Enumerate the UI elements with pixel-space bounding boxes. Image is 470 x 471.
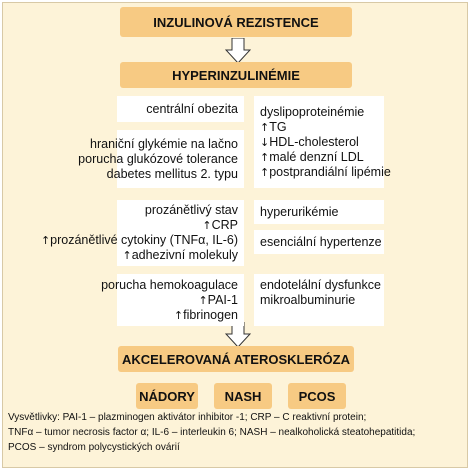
up-arrow-icon: ↑ [40, 234, 51, 247]
tumors-box [136, 383, 198, 409]
hyperinsulinemia-box [120, 62, 352, 88]
up-arrow-icon: ↑ [173, 308, 184, 322]
atherosclerosis-label: AKCELEROVANÁ ATEROSKLERÓZA [122, 351, 350, 367]
endothelial-line-1: endotelální dysfunkce [260, 278, 381, 292]
dyslipo-line-1: dyslipoproteinémie [260, 104, 365, 119]
coagulation-line-3: ↑fibrinogen [173, 307, 238, 322]
glycemia-box [78, 130, 244, 188]
obesity-text: centrální obezita [146, 101, 238, 116]
legend-line-1: Vysvětlivky: PAI-1 – plazminogen aktivátor inhibitor -1; CRP – C reaktivní protein; [8, 412, 367, 423]
endothelial-box [254, 274, 384, 326]
dyslipo-line-3: ↓HDL-cholesterol [260, 134, 359, 149]
coagulation-box [101, 274, 244, 326]
up-arrow-icon: ↑ [202, 219, 212, 232]
nash-label: NASH [224, 388, 262, 404]
inflammation-line-4: ↑adhezivní molekuly [122, 248, 238, 262]
down-arrow-1 [225, 38, 251, 64]
hyperuricemia-text: hyperurikémie [260, 204, 339, 219]
glycemia-line-3: dabetes mellitus 2. typu [106, 166, 238, 181]
dyslipo-line-5: ↑postprandiální lipémie [260, 164, 391, 179]
down-arrow-icon: ↓ [260, 135, 270, 149]
nash-box [214, 383, 272, 409]
inflammation-line-3: ↑prozánětlivé cytokiny (TNFα, IL-6) [40, 233, 238, 247]
dyslipo-line-2: ↑TG [260, 119, 287, 134]
hyperinsulinemia-label: HYPERINZULINÉMIE [172, 67, 300, 83]
up-arrow-icon: ↑ [260, 165, 270, 179]
legend [8, 410, 460, 455]
obesity-box [117, 96, 244, 122]
dyslipoproteinemia-box [254, 96, 391, 188]
insulin-resistance-label: INZULINOVÁ REZISTENCE [153, 14, 319, 30]
inflammation-box [40, 200, 244, 266]
inflammation-line-2: ↑CRP [202, 218, 238, 232]
coagulation-line-1: porucha hemokoagulace [101, 277, 238, 292]
hyperuricemia-box [254, 200, 384, 224]
up-arrow-icon: ↑ [260, 120, 270, 134]
dyslipo-line-4: ↑malé denzní LDL [260, 149, 364, 164]
glycemia-line-2: porucha glukózové tolerance [78, 151, 238, 166]
pcos-label: PCOS [298, 388, 336, 404]
hypertension-box [254, 230, 384, 254]
up-arrow-icon: ↑ [198, 293, 208, 307]
legend-line-3: PCOS – syndrom polycystických ovárií [8, 442, 180, 453]
hypertension-text: esenciální hypertenze [260, 234, 382, 249]
coagulation-line-2: ↑PAI-1 [198, 292, 238, 307]
tumors-label: NÁDORY [139, 388, 195, 404]
endothelial-line-2: mikroalbuminurie [260, 293, 356, 307]
legend-line-2: TNFα – tumor necrosis factor α; IL-6 – interleukin 6; NASH – nealkoholická steatohepatitida; [8, 427, 416, 438]
up-arrow-icon: ↑ [122, 249, 132, 262]
glycemia-line-1: hraniční glykémie na lačno [90, 136, 238, 151]
atherosclerosis-box [118, 346, 354, 372]
inflammation-line-1: prozánětlivý stav [144, 203, 238, 217]
up-arrow-icon: ↑ [260, 150, 270, 164]
pcos-box [288, 383, 346, 409]
insulin-resistance-box [120, 7, 352, 37]
